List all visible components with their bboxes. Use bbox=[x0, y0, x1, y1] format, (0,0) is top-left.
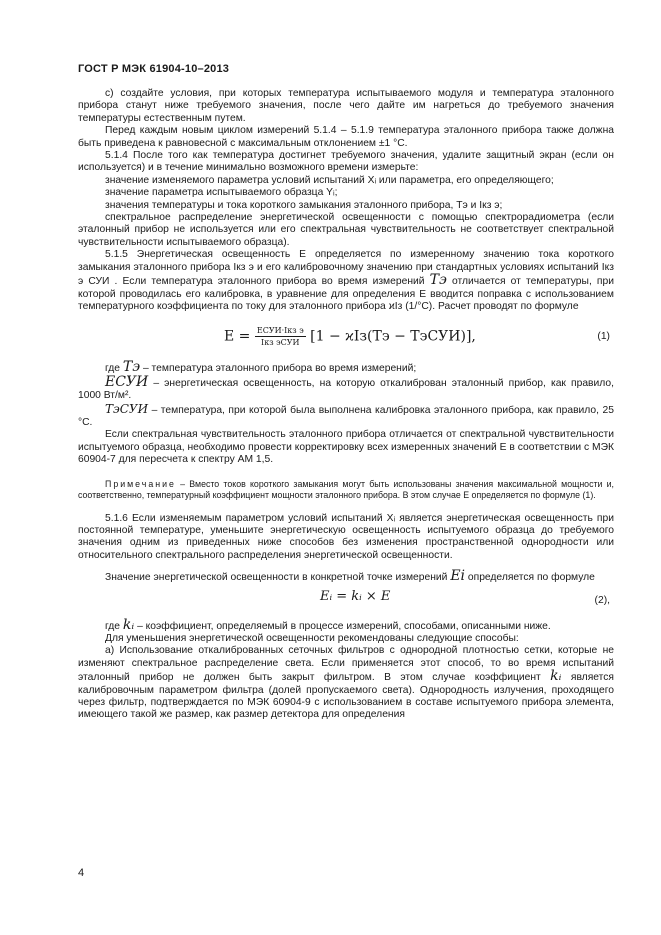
paragraph-c: с) создайте условия, при которых температура испытываемого модуля и температура эталонного прибора станут ниже требуемого значения, после чего дайте им нагреться до требуемого значения температуры естественным путем. bbox=[78, 88, 614, 124]
note-label: Примечание bbox=[105, 478, 176, 489]
document-header: ГОСТ Р МЭК 61904-10–2013 bbox=[78, 63, 230, 75]
formula-2-number: (2), bbox=[594, 594, 610, 606]
where-t-e-symbol: Tэ bbox=[122, 359, 141, 376]
paragraph-5-1-5 bbox=[78, 249, 614, 313]
where-k-i-symbol: kᵢ bbox=[122, 616, 135, 633]
paragraph-5-1-6: 5.1.6 Если изменяемым параметром условий испытаний Xᵢ является энергетическая освещенность при постоянной температуре, уменьшите энергетическую освещенность испытуемого образца до требуемого значения одним из приведенных ниже способов без изменения пространственной однородности или относительного спектрального распределения энергетической освещенности. bbox=[78, 512, 614, 561]
formula-1 bbox=[78, 319, 614, 357]
formula-1-lhs: E = bbox=[224, 328, 251, 345]
page-number: 4 bbox=[78, 867, 85, 879]
paragraph-value bbox=[78, 570, 614, 584]
paragraph-value-part-b: определяется по формуле bbox=[467, 572, 595, 584]
paragraph-spectral: Если спектральная чувствительность эталонного прибора отличается от спектральной чувствительности испытуемого образца, необходимо провести корректировку всех измеренных значений E в соответствии с МЭК 60904-7 для пересчета к спектру АМ 1,5. bbox=[78, 429, 614, 466]
where-t-e-sui-symbol: TэСУИ bbox=[105, 401, 149, 416]
where-e-sui-symbol: EСУИ bbox=[105, 373, 149, 390]
note-text: – Вместо токов короткого замыкания могут быть использованы значения максимальной мощности и, соответственно, температурный коэффициент мощности эталонного прибора. В этом случае E определяется по формуле (1). bbox=[78, 478, 614, 500]
measure-item-1: значение изменяемого параметра условий испытаний Xᵢ или параметра, его определяющего; bbox=[105, 174, 554, 186]
paragraph-before-cycle: Перед каждым новым циклом измерений 5.1.4 – 5.1.9 температура эталонного прибора также должна быть приведена к равновесной с максимальным отклонением ±1 °С. bbox=[78, 125, 614, 149]
measure-item-3: значения температуры и тока короткого замыкания эталонного прибора, Tэ и Iкз э; bbox=[105, 199, 503, 211]
where-t-e-sui-text: – температура, при которой была выполнена калибровка эталонного прибора, как правило, 25 °С. bbox=[78, 404, 614, 428]
paragraph-5-1-4: 5.1.4 После того как температура достигнет требуемого значения, удалите защитный экран (если он используется) и в течение минимально возможного времени измерьте: bbox=[78, 150, 614, 174]
where-e-sui bbox=[78, 373, 614, 403]
where-k-i: где kᵢ – коэффициент, определяемый в процессе измерений, способами, описанными ниже. bbox=[105, 616, 551, 633]
formula-1-expression bbox=[224, 325, 476, 348]
formula-1-denominator: Iкз эСУИ bbox=[261, 338, 300, 348]
paragraph-a-part-a: а) Использование откалиброванных сеточных фильтров с однородной плотностью сетки, которые не изменяют спектральное распределение света. Если применяется этот способ, то во время испытаний эталонный прибор не должен быть закрыт фильтром. В этом случае коэффициент bbox=[78, 645, 614, 684]
paragraph-value-part-a: Значение энергетической освещенности в конкретной точке измерений bbox=[105, 572, 448, 584]
formula-1-numerator: EСУИ·Iкз э bbox=[256, 326, 304, 336]
paragraph-a bbox=[78, 645, 614, 721]
document-body bbox=[78, 88, 614, 722]
where-e-sui-text: – энергетическая освещенность, на которую откалиброван эталонный прибор, как правило, 1000 Вт/м². bbox=[78, 377, 614, 402]
where-t-e-text: – температура эталонного прибора во время измерений; bbox=[142, 363, 417, 375]
paragraph-a-part-b: является калибровочным параметром фильтра (долей пропускаемого света). Однородность излучения, проходящего через фильтр, подтверждается по МЭК 60904-9 с использованием в составе испытуемого прибора элемента, имеющего такой же размер, как размер детектора для определения bbox=[78, 672, 614, 721]
symbol-k-i: kᵢ bbox=[550, 668, 562, 685]
measure-item-4: спектральное распределение энергетической освещенности с помощью спектрорадиометра (если эталонный прибор не используется или его спектральная чувствительность не соответствует спектральной чувствительности испытываемого образца). bbox=[78, 212, 614, 248]
formula-2 bbox=[78, 589, 614, 613]
paragraph-methods: Для уменьшения энергетической освещенности рекомендованы следующие способы: bbox=[105, 633, 519, 644]
symbol-e-i: Ei bbox=[450, 568, 466, 585]
where-t-e-sui bbox=[78, 403, 614, 430]
paragraph-5-1-5-part-a: 5.1.5 Энергетическая освещенность E определяется по измеренному значению тока короткого замыкания эталонного прибора Iкз э и его калибровочному значению при стандартных условиях испытаний Iкз э СУИ . Если температура эталонного прибора во время измерений bbox=[78, 249, 614, 288]
symbol-t-e: Tэ bbox=[429, 272, 447, 289]
formula-1-number: (1) bbox=[597, 331, 610, 343]
formula-1-fraction bbox=[255, 325, 306, 348]
note bbox=[78, 479, 614, 501]
formula-2-expression: Eᵢ = kᵢ × E bbox=[320, 588, 391, 604]
where-k-i-text: – коэффициент, определяемый в процессе измерений, способами, описанными ниже. bbox=[137, 620, 551, 632]
where-t-e: где Tэ – температура эталонного прибора во время измерений; bbox=[105, 359, 417, 376]
formula-1-rest: [1 − ϰIз(Tэ − TэСУИ)], bbox=[310, 328, 476, 345]
measure-item-2: значение параметра испытываемого образца Yᵢ; bbox=[105, 187, 338, 199]
paragraph-5-1-5-part-b: отличается от температуры, при которой проводилась его калибровка, в уравнение для определения E вводится поправка с использованием температурного коэффициента по току для эталонного прибора ϰIз (1/°С). Расчет проводят по формуле bbox=[78, 276, 614, 312]
